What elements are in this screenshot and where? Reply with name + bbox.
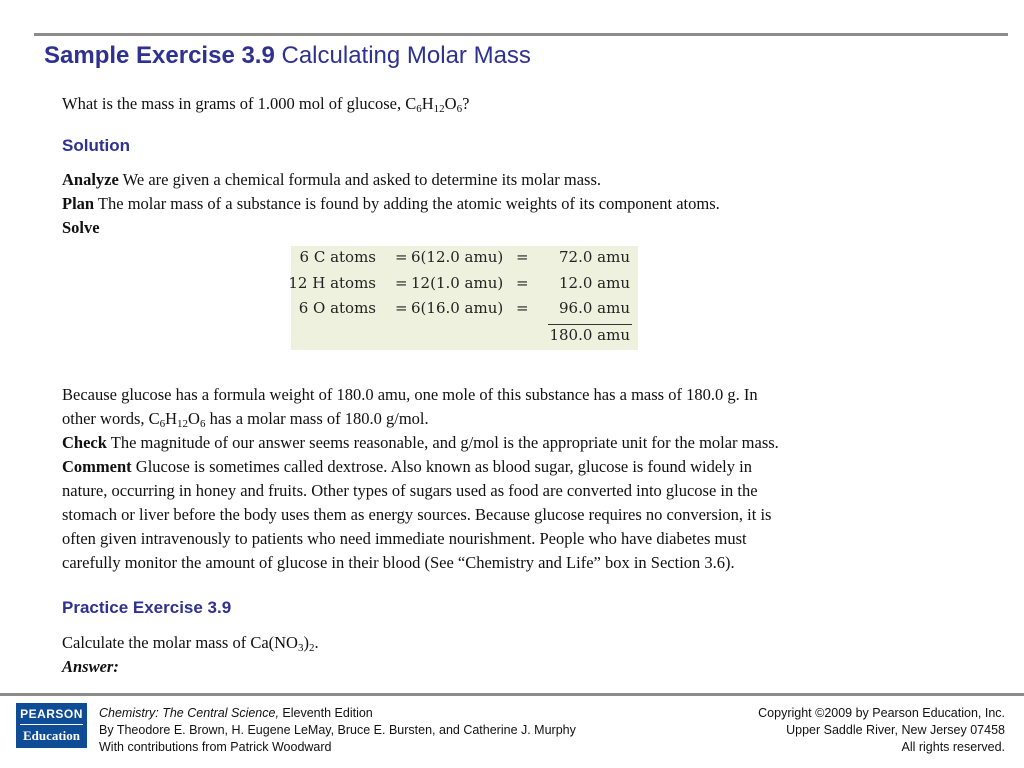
practice-sub-3: 3 [297,642,304,654]
question [62,92,469,116]
practice-sub-2: 2 [308,642,315,654]
practice-end: . [314,633,319,652]
pearson-logo [16,703,87,748]
question-h: H [421,94,434,113]
footer-contributions: With contributions from Patrick Woodward [99,740,332,754]
calc-multiplication: 6(16.0 amu) [411,299,504,317]
because-sub-h: 12 [177,418,189,430]
because-line-2 [62,407,429,431]
check-label: Check [62,433,107,452]
calc-equals: = [395,299,408,317]
top-divider [34,33,1008,36]
because-line-1: Because glucose has a formula weight of 180.0 amu, one mole of this substance has a mass of 180.0 g. In [62,385,758,404]
plan-text: The molar mass of a substance is found by adding the atomic weights of its component atoms. [94,194,720,213]
question-text: What is the mass in grams of 1.000 mol of glucose, C [62,94,417,113]
practice-paren: ) [303,633,309,652]
sum-underline [548,324,632,325]
practice-text: Calculate the molar mass of Ca(NO [62,633,298,652]
solve-line [62,216,100,240]
comment-line-3: stomach or liver before the body uses them as energy sources. Because glucose requires no conversion, it is [62,505,772,524]
footer-edition: Eleventh Edition [278,706,373,720]
solution-heading: Solution [62,136,130,155]
slide-title [44,42,531,70]
question-end: ? [462,94,470,113]
footer-book-info [99,705,576,756]
analyze-line [62,168,601,192]
comment-text: Glucose is sometimes called dextrose. Also known as blood sugar, glucose is found widely in [131,457,752,476]
calc-equals: = [395,274,408,292]
practice-heading: Practice Exercise 3.9 [62,598,232,617]
calc-equals: = [516,299,529,317]
footer-rights: All rights reserved. [901,740,1005,754]
calc-multiplication: 12(1.0 amu) [411,274,504,292]
footer-book-title: Chemistry: The Central Science, [99,706,279,720]
comment-line-5: carefully monitor the amount of glucose in their blood (See “Chemistry and Life” box in Section 3.6). [62,553,735,572]
because-sub-o: 6 [199,418,206,430]
comment-label: Comment [62,457,132,476]
calc-multiplication: 6(12.0 amu) [411,248,504,266]
logo-text-bottom: Education [22,728,81,743]
calc-result: 96.0 amu [559,299,630,317]
calc-row-hydrogen [288,274,638,298]
title-topic: Calculating Molar Mass [274,42,531,69]
question-sub-c: 6 [416,103,422,115]
calc-result: 72.0 amu [559,248,630,266]
calc-row-oxygen [291,299,638,323]
because-post: has a molar mass of 180.0 g/mol. [205,409,429,428]
logo-divider [20,724,83,725]
answer-line [62,655,119,679]
calc-equals: = [516,274,529,292]
comment-line-4: often given intravenously to patients who need immediate nourishment. People who have diabetes must [62,529,747,548]
solve-label: Solve [62,218,100,237]
because-sub-c: 6 [159,418,166,430]
question-sub-o: 6 [456,103,463,115]
analyze-label: Analyze [62,170,119,189]
logo-text-top: PEARSON [20,707,83,721]
check-text: The magnitude of our answer seems reasonable, and g/mol is the appropriate unit for the molar mass. [106,433,779,452]
footer-authors: By Theodore E. Brown, H. Eugene LeMay, Bruce E. Bursten, and Catherine J. Murphy [99,723,576,737]
because-h: H [165,409,178,428]
plan-label: Plan [62,194,95,213]
question-sub-h: 12 [433,103,445,115]
footer-title-line [99,705,576,722]
footer-copyright [758,705,1005,756]
comment-line-1 [62,455,752,479]
calc-equals: = [516,248,529,266]
analyze-text: We are given a chemical formula and asked to determine its molar mass. [118,170,602,189]
title-exercise-number: Sample Exercise 3.9 [44,42,275,69]
calc-result: 12.0 amu [559,274,630,292]
question-o: O [444,94,457,113]
bottom-divider [0,693,1024,696]
calc-atoms: 12 H atoms [288,274,376,292]
practice-question [62,631,319,655]
calc-atoms: 6 C atoms [299,248,376,266]
footer-address: Upper Saddle River, New Jersey 07458 [786,723,1005,737]
check-line [62,431,779,455]
footer-copyright-line: Copyright ©2009 by Pearson Education, Inc. [758,706,1005,720]
because-o: O [188,409,200,428]
answer-label: Answer: [62,657,119,676]
plan-line [62,192,720,216]
calc-equals: = [395,248,408,266]
calc-total: 180.0 amu [549,326,630,344]
calc-atoms: 6 O atoms [298,299,376,317]
calc-row-carbon [291,248,638,272]
because-pre: other words, C [62,409,160,428]
comment-line-2: nature, occurring in honey and fruits. Other types of sugars used as food are converted into glucose in the [62,481,758,500]
